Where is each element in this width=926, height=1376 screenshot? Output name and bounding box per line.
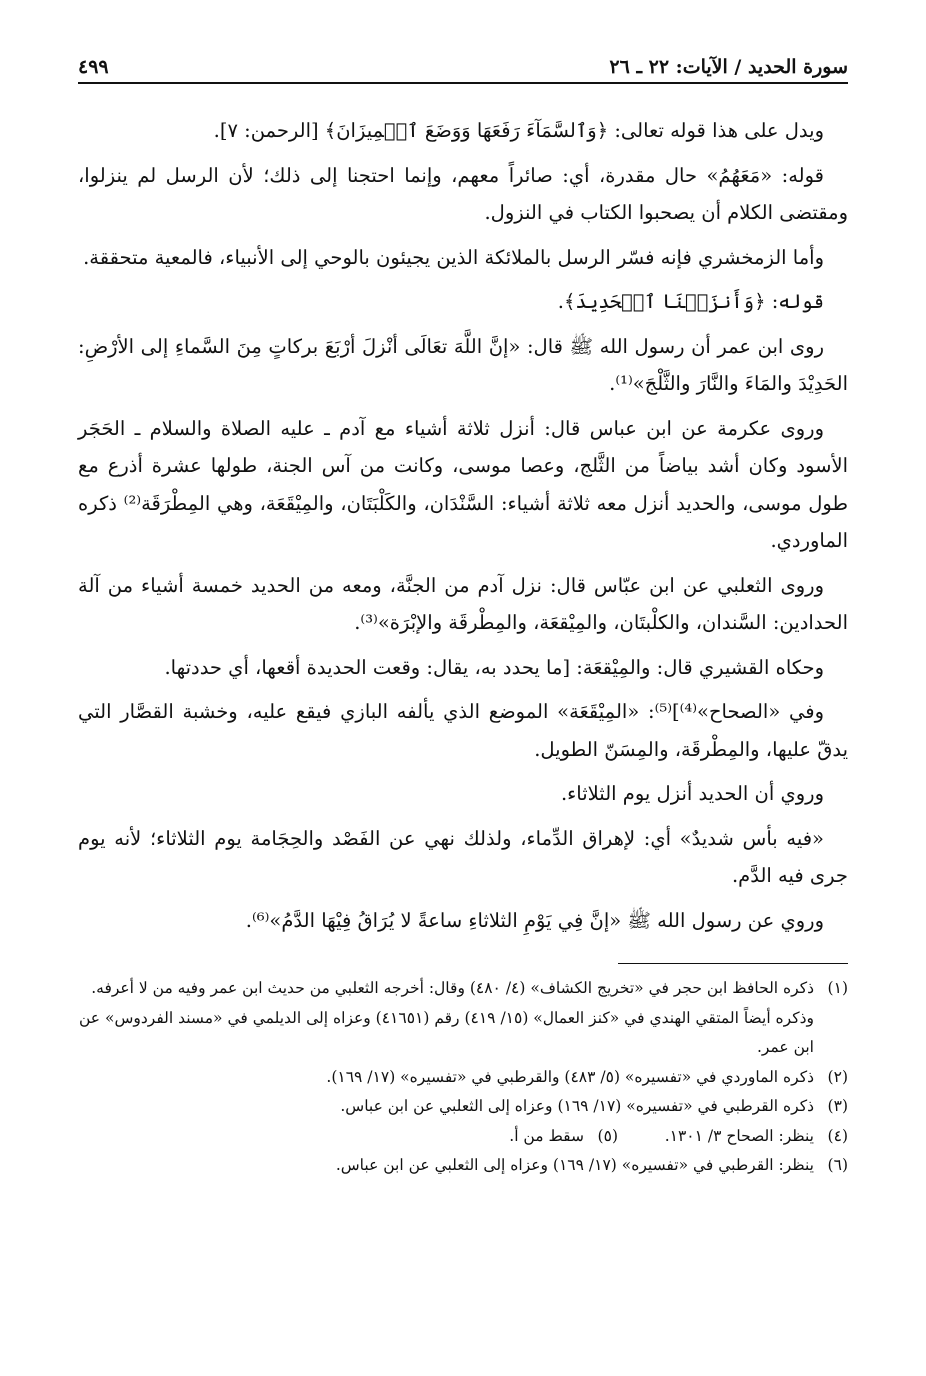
paragraph: وروي أن الحديد أنزل يوم الثلاثاء. — [560, 782, 824, 805]
footnote-number: (٤) — [827, 1126, 848, 1145]
footnote — [388, 1122, 618, 1152]
footnote-number: (٦) — [827, 1156, 848, 1174]
paragraph: ويدل على هذا قوله تعالى: ﴿وَٱلسَّمَآءَ رَفَعَهَا وَوَضَعَ ٱلۡمِيزَانَ﴾ [الرحمن: ٧]. — [213, 119, 824, 142]
paragraph: وفي «الصحاح»⁽⁴⁾]⁽⁵⁾: «المِيْقَعَة» الموضع الذي يألفه البازي فيقع عليه، وخشبة القصَّار التي يدقّ عليها، والمِطْرقَة، والمِسَنّ الطويل. — [78, 700, 848, 761]
footnote-divider — [618, 963, 848, 964]
footnote-number: (١) — [827, 979, 848, 997]
book-page — [78, 50, 848, 1336]
main-text — [78, 112, 848, 939]
running-header — [78, 50, 848, 84]
footnote — [618, 1122, 848, 1152]
footnote — [78, 974, 848, 1004]
footnote-number: (٢) — [827, 1067, 848, 1086]
paragraph: وحكاه القشيري قال: والمِيْقعَة: [ما يحدد به، يقال: وقعت الحديدة أقعها، أي حددتها. — [164, 655, 824, 679]
footnote — [78, 1063, 848, 1093]
footnote — [78, 1092, 848, 1122]
paragraph: وروى الثعلبي عن ابن عبّاس قال: نزل آدم من الجنَّة، ومعه من الحديد خمسة أشياء من آلة الحدادين: السَّندان، والكلْبتَان، والمِيْقعَة، والمِطْرقَة والإبْرَة»⁽³⁾. — [78, 573, 848, 634]
page-number: ٤٩٩ — [78, 56, 109, 78]
paragraph: روى ابن عمر أن رسول الله ﷺ قال: «إنَّ اللَّهَ تعَالَى أنْزلَ أرْبَعَ بركاتٍ مِنَ السَّماءِ إلى الأرْضِ: الحَدِيْدَ والمَاءَ والنَّارَ والثَّلْجَ»⁽¹⁾. — [78, 334, 848, 395]
paragraph: قوله: ﴿وَأَنزَلۡنَا ٱلۡحَدِيدَ﴾. — [557, 290, 824, 313]
footnote-number: (٣) — [827, 1097, 848, 1115]
footnote — [78, 1151, 848, 1181]
paragraph: «فيه بأس شديدٌ» أي: لإهراق الدِّماء، ولذلك نهي عن الفَصْد والحِجَامة يوم الثلاثاء؛ لأنه يوم جرى فيه الدَّم. — [78, 826, 848, 887]
footnote-row — [78, 1122, 848, 1152]
footnote-text: ينظر: الصحاح ٣/ ١٣٠١. — [664, 1126, 814, 1145]
footnote-continuation: وذكره أيضاً المتقي الهندي في «كنز العمال» (١٥/ ٤١٩) رقم (٤١٦٥١) وعزاه إلى الديلمي في «مسند الفردوس» عن ابن عمر. — [79, 1008, 814, 1056]
footnote-text: سقط من أ. — [509, 1126, 584, 1145]
footnotes — [78, 974, 848, 1181]
footnote-text: ذكره الحافظ ابن حجر في «تخريج الكشاف» (٤/ ٤٨٠) وقال: أخرجه الثعلبي من حديث ابن عمر وفيه من لا أعرفه. — [91, 979, 814, 997]
paragraph: وأما الزمخشري فإنه فسّر الرسل بالملائكة الذين يجيئون بالوحي إلى الأنبياء، فالمعية متحققة. — [83, 245, 824, 269]
paragraph: وروي عن رسول الله ﷺ «إنَّ فِي يَوْمِ الثلاثاءِ ساعةً لا يُرَاقُ فِيْهَا الدَّمُ»⁽⁶⁾. — [245, 908, 824, 932]
footnote-number: (٥) — [597, 1126, 618, 1145]
footnote-text: ذكره القرطبي في «تفسيره» (١٧/ ١٦٩) وعزاه إلى الثعلبي عن ابن عباس. — [340, 1097, 814, 1115]
paragraph: وروى عكرمة عن ابن عباس قال: أنزل ثلاثة أشياء مع آدم ـ عليه الصلاة والسلام ـ الحَجَر الأسود وكان أشد بياضاً من الثَّلج، وعصا موسى، وكانت من آس الجنة، طولها عشرة أذرع مع طول موسى، والحديد أنزل معه ثلاثة أشياء: السَّنْدَان، والكَلْبَتَان، والمِيْقَعَة، وهي المِطْرَقَة⁽²⁾ ذكره الماوردي. — [78, 416, 848, 552]
footnote-text: ينظر: القرطبي في «تفسيره» (١٧/ ١٦٩) وعزاه إلى الثعلبي عن ابن عباس. — [335, 1156, 814, 1174]
header-title: سورة الحديد / الآيات: ٢٢ ـ ٢٦ — [609, 56, 848, 78]
paragraph: قوله: «مَعَهُمُ» حال مقدرة، أي: صائراً معهم، وإنما احتجنا إلى ذلك؛ لأن الرسل لم ينزلوا، ومقتضى الكلام أن يصحبوا الكتاب في النزول. — [78, 163, 848, 224]
footnote-text: ذكره الماوردي في «تفسيره» (٥/ ٤٨٣) والقرطبي في «تفسيره» (١٧/ ١٦٩). — [326, 1067, 814, 1086]
